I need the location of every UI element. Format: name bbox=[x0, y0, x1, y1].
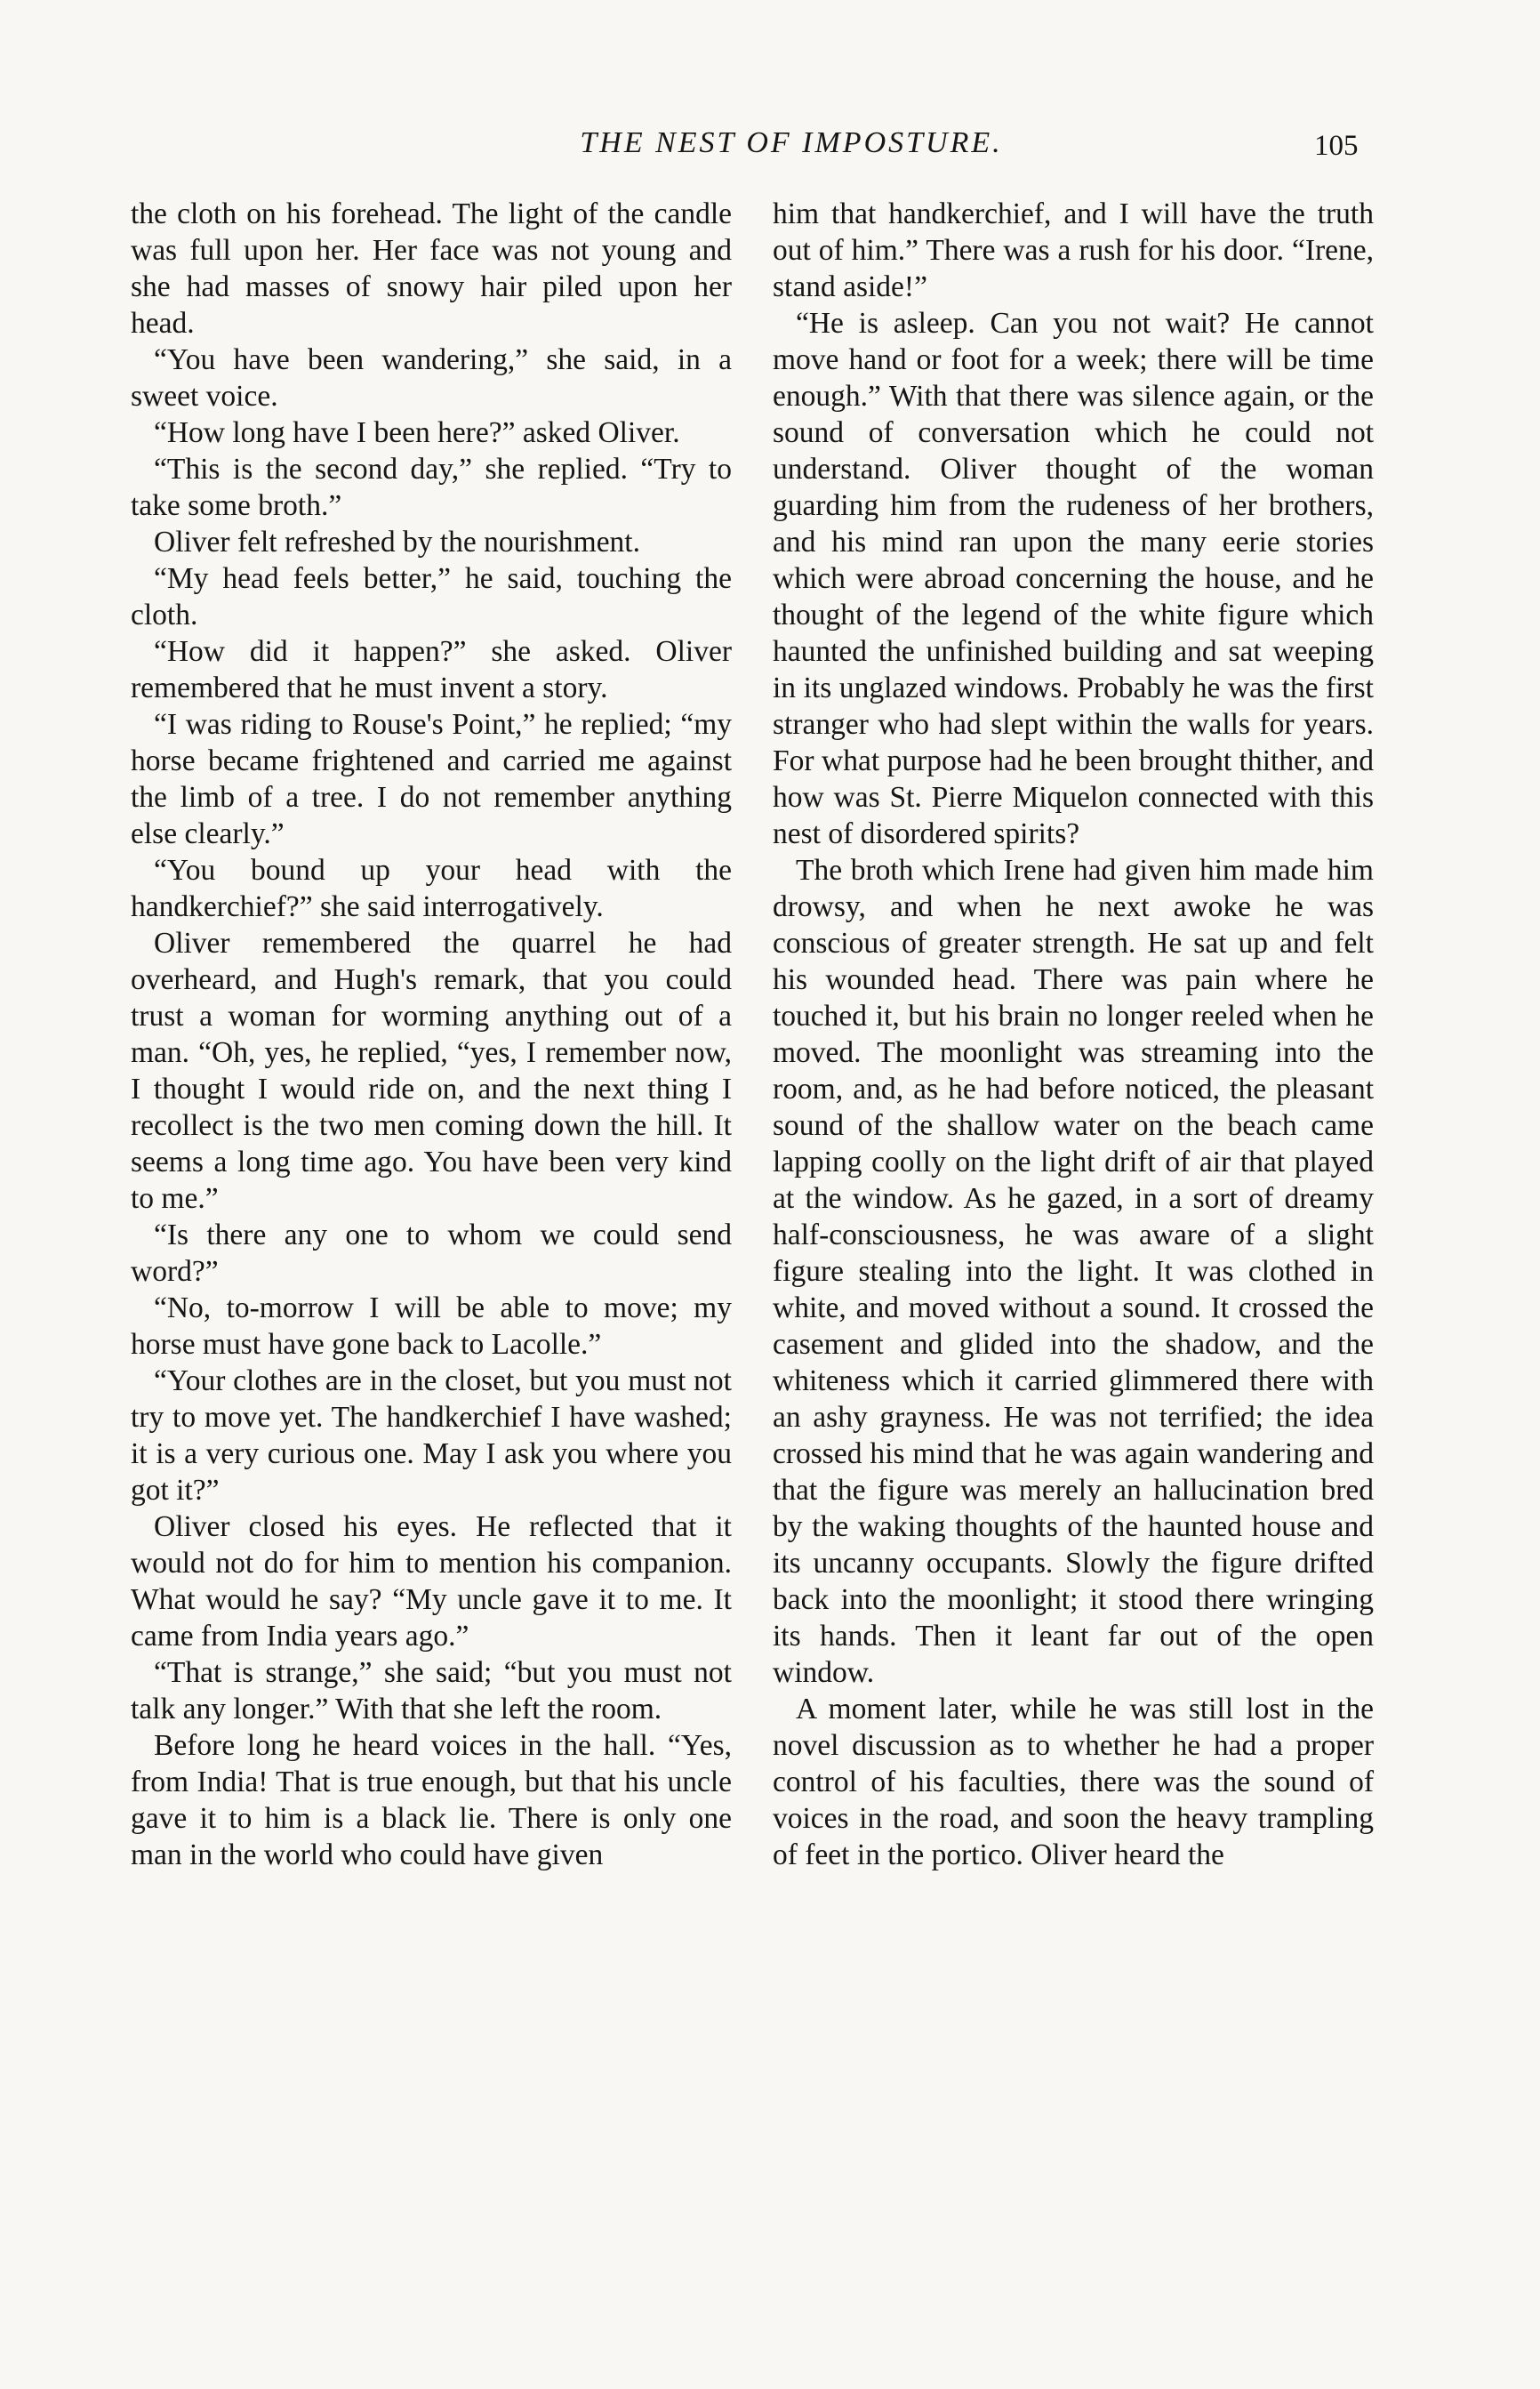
paragraph: “He is asleep. Can you not wait? He cannot move hand or foot for a week; there will be time enough.” With that there was silence again, or the sound of conversation which he could not understand. Oliver thought of the woman guarding him from the rudeness of her brothers, and his mind ran upon the many eerie stories which were abroad concerning the house, and he thought of the legend of the white figure which haunted the unfinished building and sat weeping in its unglazed windows. Probably he was the first stranger who had slept within the walls for years. For what purpose had he been brought thither, and how was St. Pierre Miquelon connected with this nest of disordered spirits? bbox=[773, 307, 1374, 850]
paragraph: “Is there any one to whom we could send word?” bbox=[131, 1219, 732, 1288]
paragraph: “I was riding to Rouse's Point,” he replied; “my horse became frightened and carried me against the limb of a tree. I do not remember anything else clearly.” bbox=[131, 708, 732, 850]
paragraph: Oliver felt refreshed by the nourishment. bbox=[154, 526, 640, 559]
paragraph: “This is the second day,” she replied. “Try to take some broth.” bbox=[131, 453, 732, 522]
paragraph: “How did it happen?” she asked. Oliver remembered that he must invent a story. bbox=[131, 635, 732, 704]
paragraph: him that handkerchief, and I will have the truth out of him.” There was a rush for his door. “Irene, stand aside!” bbox=[773, 197, 1374, 303]
paragraph: “You have been wandering,” she said, in a sweet voice. bbox=[131, 343, 732, 413]
paragraph: The broth which Irene had given him made him drowsy, and when he next awoke he was conscious of greater strength. He sat up and felt his wounded head. There was pain where he touched it, but his brain no longer reeled when he moved. The moonlight was streaming into the room, and, as he had before noticed, the pleasant sound of the shallow water on the beach came lapping coolly on the light drift of air that played at the window. As he gazed, in a sort of dreamy half-consciousness, he was aware of a slight figure stealing into the light. It was clothed in white, and moved without a sound. It crossed the casement and glided into the shadow, and the whiteness which it carried glimmered there with an ashy grayness. He was not terrified; the idea crossed his mind that he was again wandering and that the figure was merely an hallucination bred by the waking thoughts of the haunted house and its uncanny occupants. Slowly the figure drifted back into the moonlight; it stood there wringing its hands. Then it leant far out of the open window. bbox=[773, 854, 1374, 1689]
paragraph: the cloth on his forehead. The light of the candle was full upon her. Her face was not young and she had masses of snowy hair piled upon her head. bbox=[131, 197, 732, 340]
paragraph: A moment later, while he was still lost in the novel discussion as to whether he had a proper control of his faculties, there was the sound of voices in the road, and soon the heavy trampling of feet in the portico. Oliver heard the bbox=[773, 1693, 1374, 1871]
right-column bbox=[773, 196, 1374, 1873]
left-column bbox=[131, 196, 732, 1873]
paragraph: Oliver remembered the quarrel he had overheard, and Hugh's remark, that you could trust a woman for worming anything out of a man. “Oh, yes, he replied, “yes, I remember now, I thought I would ride on, and the next thing I recollect is the two men coming down the hill. It seems a long time ago. You have been very kind to me.” bbox=[131, 927, 732, 1215]
paragraph: “How long have I been here?” asked Oliver. bbox=[154, 416, 680, 449]
paragraph: “No, to-morrow I will be able to move; my horse must have gone back to Lacolle.” bbox=[131, 1291, 732, 1361]
paragraph: “My head feels better,” he said, touching the cloth. bbox=[131, 562, 732, 631]
paragraph: Before long he heard voices in the hall. “Yes, from India! That is true enough, but that his uncle gave it to him is a black lie. There is only one man in the world who could have given bbox=[131, 1729, 732, 1871]
paragraph: “You bound up your head with the handkerchief?” she said interrogatively. bbox=[131, 854, 732, 923]
paragraph: “Your clothes are in the closet, but you must not try to move yet. The handkerchief I have washed; it is a very curious one. May I ask you where you got it?” bbox=[131, 1364, 732, 1507]
running-head: THE NEST OF IMPOSTURE. bbox=[580, 126, 1003, 159]
page-number: 105 bbox=[1314, 130, 1359, 162]
paragraph: “That is strange,” she said; “but you must not talk any longer.” With that she left the room. bbox=[131, 1656, 732, 1725]
paragraph: Oliver closed his eyes. He reflected that it would not do for him to mention his companion. What would he say? “My uncle gave it to me. It came from India years ago.” bbox=[131, 1510, 732, 1653]
